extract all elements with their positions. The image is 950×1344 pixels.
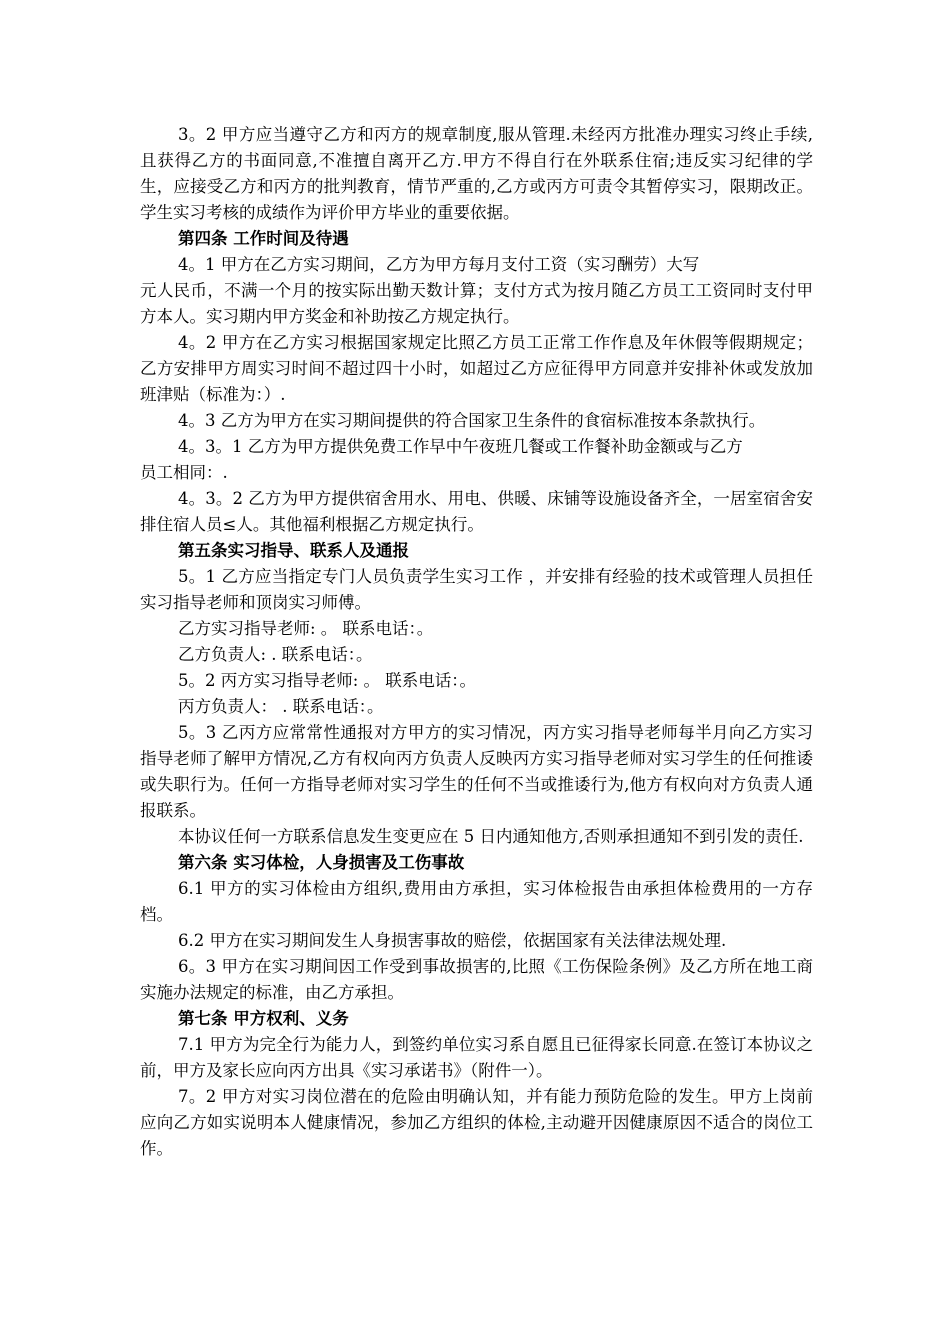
paragraph-6-2: 6.2 甲方在实习期间发生人身损害事故的赔偿，依据国家有关法律法规处理. bbox=[178, 931, 727, 950]
paragraph-4-2: 4。2 甲方在乙方实习根据国家规定比照乙方员工正常工作作息及年休假等假期规定；乙方安排甲方周实习时间不超过四十小时，如超过乙方应征得甲方同意并安排补休或发放加班津贴（标准为：）. bbox=[140, 333, 813, 404]
section-heading-5: 第五条实习指导、联系人及通报 bbox=[178, 541, 409, 560]
section-heading-4: 第四条 工作时间及待遇 bbox=[178, 229, 349, 248]
paragraph-5-1: 5。1 乙方应当指定专门人员负责学生实习工作 ，并安排有经验的技术或管理人员担任实习指导老师和顶岗实习师傅。 bbox=[140, 567, 813, 612]
paragraph-4-3-2: 4。3。2 乙方为甲方提供宿舍用水、用电、供暖、床铺等设施设备齐全，一居室宿舍安排住宿人员≤人。其他福利根据乙方规定执行。 bbox=[140, 489, 813, 534]
contact-line-party-b-instructor: 乙方实习指导老师: 。 联系电话：。 bbox=[178, 619, 434, 638]
paragraph-4-1-cont: 元人民币，不满一个月的按实际出勤天数计算；支付方式为按月随乙方员工工资同时支付甲方本人。实习期内甲方奖金和补助按乙方规定执行。 bbox=[140, 281, 813, 326]
section-heading-6: 第六条 实习体检，人身损害及工伤事故 bbox=[178, 853, 465, 872]
contact-line-party-c-manager: 丙方负责人： . 联系电话：。 bbox=[178, 697, 384, 716]
contact-line-party-c-instructor: 5。2 丙方实习指导老师: 。 联系电话：。 bbox=[178, 671, 477, 690]
contact-line-party-b-manager: 乙方负责人: . 联系电话：。 bbox=[178, 645, 373, 664]
paragraph-3-2: 3。2 甲方应当遵守乙方和丙方的规章制度,服从管理.未经丙方批准办理实习终止手续,且获得乙方的书面同意,不准擅自离开乙方.甲方不得自行在外联系住宿;违反实习纪律的学生，应接受乙方和丙方的批判教育，情节严重的,乙方或丙方可责令其暂停实习，限期改正。学生实习考核的成绩作为评价甲方毕业的重要依据。 bbox=[140, 125, 813, 222]
paragraph-4-3-1-cont: 员工相同：. bbox=[140, 463, 228, 482]
section-heading-7: 第七条 甲方权利、义务 bbox=[178, 1009, 349, 1028]
paragraph-6-1: 6.1 甲方的实习体检由方组织,费用由方承担，实习体检报告由承担体检费用的一方存档。 bbox=[140, 879, 813, 924]
paragraph-7-2: 7。2 甲方对实习岗位潜在的危险由明确认知，并有能力预防危险的发生。甲方上岗前应向乙方如实说明本人健康情况，参加乙方组织的体检,主动避开因健康原因不适合的岗位工作。 bbox=[140, 1087, 813, 1158]
paragraph-5-3: 5。3 乙丙方应常常性通报对方甲方的实习情况，丙方实习指导老师每半月向乙方实习指导老师了解甲方情况,乙方有权向丙方负责人反映丙方实习指导老师对实习学生的任何推诿或失职行为。任何一方指导老师对实习学生的任何不当或推诿行为,他方有权向对方负责人通报联系。 bbox=[140, 723, 813, 820]
paragraph-contact-change: 本协议任何一方联系信息发生变更应在 5 日内通知他方,否则承担通知不到引发的责任. bbox=[178, 827, 804, 846]
paragraph-7-1: 7.1 甲方为完全行为能力人，到签约单位实习系自愿且已征得家长同意.在签订本协议之前，甲方及家长应向丙方出具《实习承诺书》（附件一）。 bbox=[140, 1035, 813, 1080]
paragraph-4-3-1: 4。3。1 乙方为甲方提供免费工作早中午夜班几餐或工作餐补助金额或与乙方 bbox=[178, 437, 743, 456]
paragraph-4-1: 4。1 甲方在乙方实习期间，乙方为甲方每月支付工资（实习酬劳）大写 bbox=[178, 255, 700, 274]
paragraph-6-3: 6。3 甲方在实习期间因工作受到事故损害的,比照《工伤保险条例》及乙方所在地工商实施办法规定的标准，由乙方承担。 bbox=[140, 957, 813, 1002]
paragraph-4-3: 4。3 乙方为甲方在实习期间提供的符合国家卫生条件的食宿标准按本条款执行。 bbox=[178, 411, 766, 430]
document-page bbox=[140, 122, 813, 1162]
